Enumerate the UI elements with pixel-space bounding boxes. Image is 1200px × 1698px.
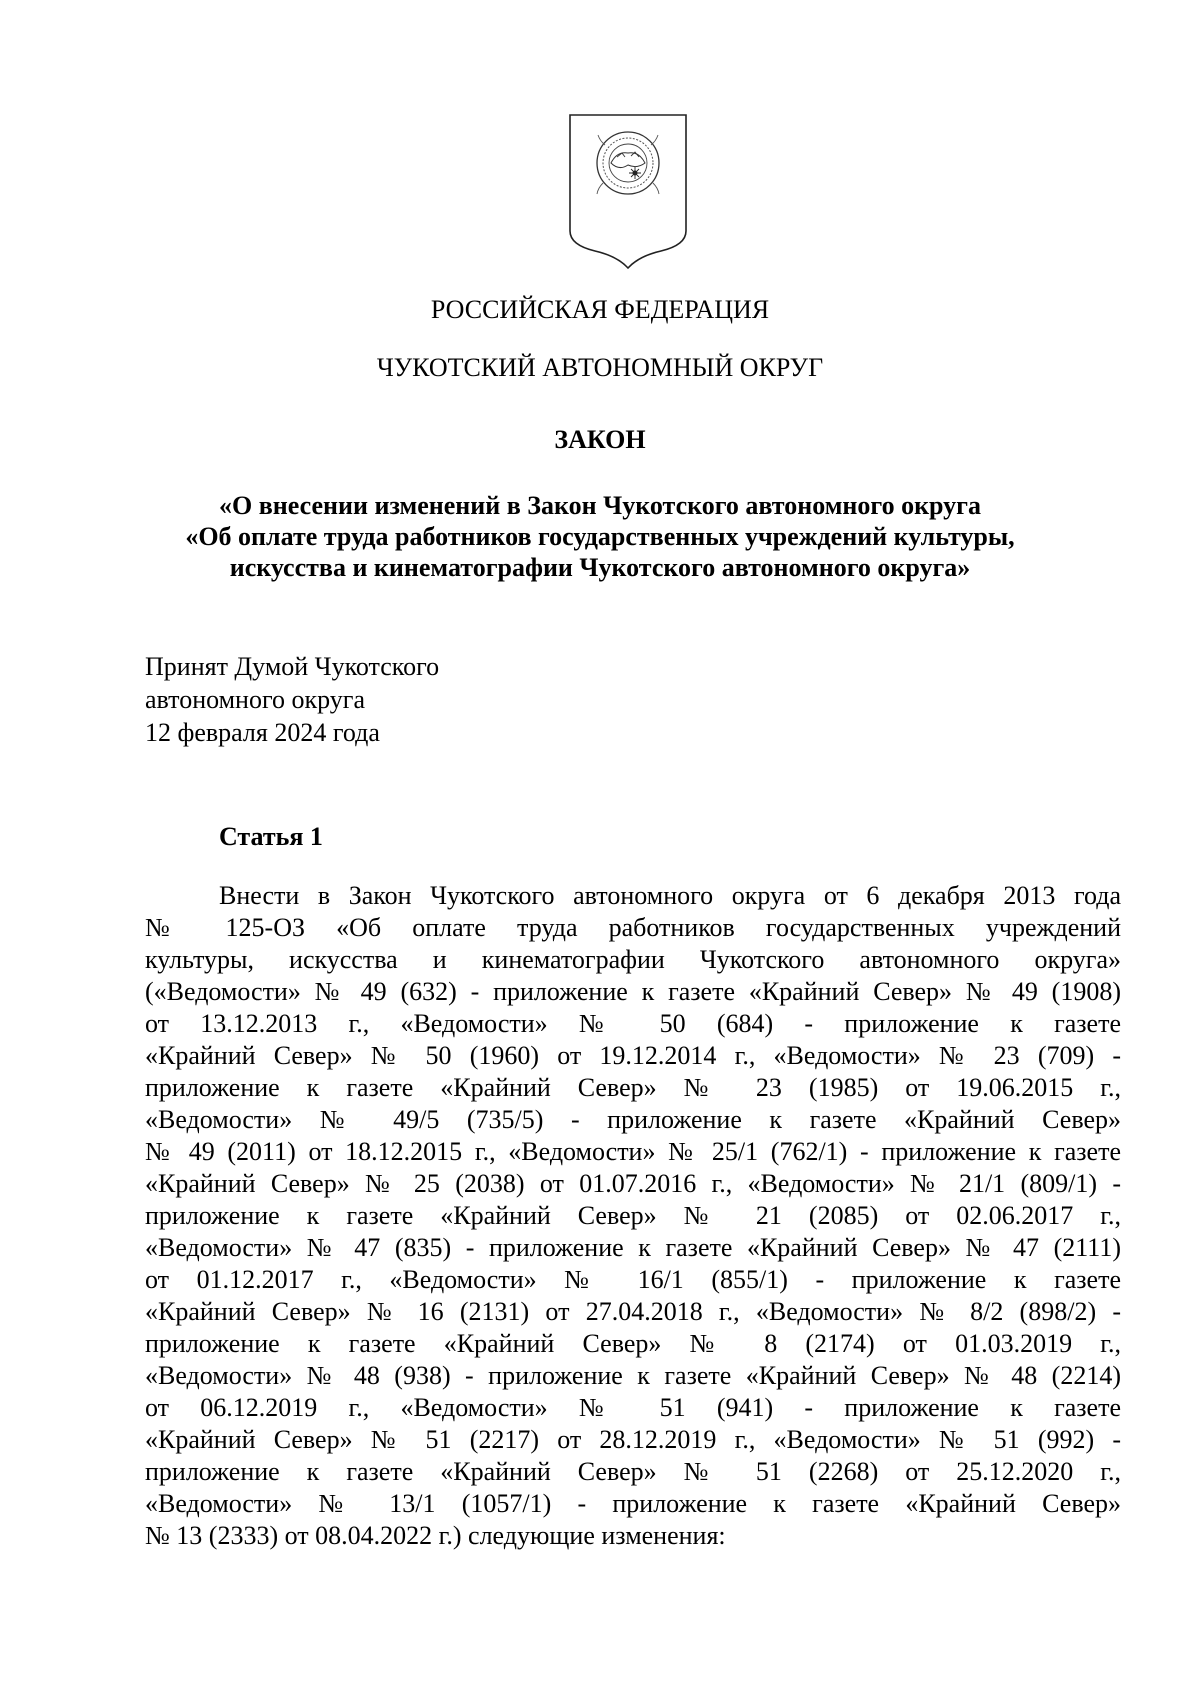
article-line: № 13 (2333) от 08.04.2022 г.) следующие изменения:	[145, 1521, 726, 1550]
coat-of-arms-emblem	[567, 113, 689, 269]
country-name: РОССИЙСКАЯ ФЕДЕРАЦИЯ	[430, 295, 770, 324]
article-line: «Крайний Север» № 16 (2131) от 27.04.2018 г., «Ведомости» № 8/2 (898/2) -	[145, 1297, 1121, 1326]
adoption-note-line: Принят Думой Чукотского	[145, 652, 440, 681]
article-line: № 125-ОЗ «Об оплате труда работников государственных учреждений	[145, 913, 1121, 942]
article-line: культуры, искусства и кинематографии Чукотского автономного округа»	[145, 945, 1121, 974]
article-heading: Статья 1	[219, 822, 323, 851]
adoption-note	[145, 650, 439, 749]
article-line: от 13.12.2013 г., «Ведомости» № 50 (684) - приложение к газете	[145, 1009, 1121, 1038]
article-line: «Ведомости» № 47 (835) - приложение к газете «Крайний Север» № 47 (2111)	[145, 1233, 1121, 1262]
article-line: «Ведомости» № 49/5 (735/5) - приложение к газете «Крайний Север»	[145, 1105, 1121, 1134]
article-line: приложение к газете «Крайний Север» № 21 (2085) от 02.06.2017 г.,	[145, 1201, 1121, 1230]
law-title-line: «О внесении изменений в Закон Чукотского автономного округа	[219, 491, 981, 520]
law-title-line: искусства и кинематографии Чукотского автономного округа»	[229, 553, 971, 582]
article-line: «Ведомости» № 48 (938) - приложение к газете «Крайний Север» № 48 (2214)	[145, 1361, 1121, 1390]
article-line: приложение к газете «Крайний Север» № 8 (2174) от 01.03.2019 г.,	[145, 1329, 1121, 1358]
adoption-note-line: автономного округа	[145, 685, 365, 714]
article-line: № 49 (2011) от 18.12.2015 г., «Ведомости» № 25/1 (762/1) - приложение к газете	[145, 1137, 1121, 1166]
article-line: приложение к газете «Крайний Север» № 51 (2268) от 25.12.2020 г.,	[145, 1457, 1121, 1486]
article-line: «Крайний Север» № 25 (2038) от 01.07.2016 г., «Ведомости» № 21/1 (809/1) -	[145, 1169, 1121, 1198]
article-line: от 06.12.2019 г., «Ведомости» № 51 (941) - приложение к газете	[145, 1393, 1121, 1422]
article-line: приложение к газете «Крайний Север» № 23 (1985) от 19.06.2015 г.,	[145, 1073, 1121, 1102]
article-line: от 01.12.2017 г., «Ведомости» № 16/1 (855/1) - приложение к газете	[145, 1265, 1121, 1294]
article-line: Внести в Закон Чукотского автономного округа от 6 декабря 2013 года	[219, 881, 1121, 910]
region-name: ЧУКОТСКИЙ АВТОНОМНЫЙ ОКРУГ	[376, 353, 824, 382]
law-title	[0, 490, 1200, 583]
article-line: «Крайний Север» № 51 (2217) от 28.12.2019 г., «Ведомости» № 51 (992) -	[145, 1425, 1121, 1454]
article-line: («Ведомости» № 49 (632) - приложение к газете «Крайний Север» № 49 (1908)	[145, 977, 1121, 1006]
article-line: «Крайний Север» № 50 (1960) от 19.12.2014 г., «Ведомости» № 23 (709) -	[145, 1041, 1121, 1070]
article-line: «Ведомости» № 13/1 (1057/1) - приложение к газете «Крайний Север»	[145, 1489, 1121, 1518]
law-title-line: «Об оплате труда работников государственных учреждений культуры,	[185, 522, 1015, 551]
article-body	[145, 880, 1121, 1552]
document-type: ЗАКОН	[554, 425, 646, 454]
adoption-date: 12 февраля 2024 года	[145, 718, 380, 747]
